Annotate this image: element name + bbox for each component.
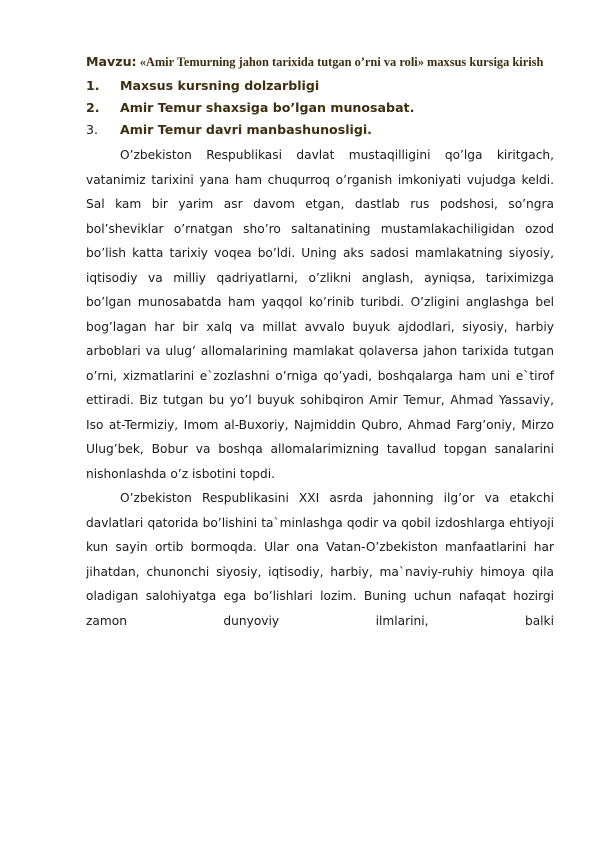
plan-item-number: 2. bbox=[86, 100, 100, 115]
plan-item-text: Amir Temur shaxsiga bo’lgan munosabat. bbox=[120, 100, 415, 115]
plan-item bbox=[86, 75, 554, 97]
lecture-plan-list bbox=[86, 75, 554, 141]
body-paragraph: O’zbekiston Respublikasi davlat mustaqilligini qo’lga kiritgach, vatanimiz tarixini yana ham chuqurroq o’rganish imkoniyati vujudga keldi. Sal kam bir yarim asr davom etgan, dastlab rus podshosi, so’ngra bol’sheviklar o’rnatgan sho’ro saltanatining mustamlakachiligidan ozod bo’lish katta tarixiy voqea bo’ldi. Uning aks sadosi mamlakatning siyosiy, iqtisodiy va milliy qadriyatlarni, o’zlikni anglash, ayniqsa, tariximizga bo’lgan munosabatda ham yaqqol ko’rinib turibdi. O’zligini anglashga bel bog’lagan har bir xalq va millat avvalo buyuk ajdodlari, siyosiy, harbiy arboblari va ulug’ allomalarining mamlakat qolaversa jahon tarixida tutgan o’rni, xizmatlarini e`zozlashni o’rniga qo’yadi, boshqalarga ham uni e`tirof ettiradi. Biz tutgan bu yo’l buyuk sohibqiron Amir Temur, Ahmad Yassaviy, Iso at-Termiziy, Imom al-Buxoriy, Najmiddin Qubro, Ahmad Farg’oniy, Mirzo Ulug’bek, Bobur va boshqa allomalarimizning tavallud topgan sanalarini nishonlashda o’z isbotini topdi. bbox=[86, 148, 554, 481]
body-paragraph: O’zbekiston Respublikasini XXI asrda jahonning ilg’or va etakchi davlatlari qatorida bo’lishini ta`minlashga qodir va qobil izdoshlarga ehtiyoji kun sayin ortib bormoqda. Ular ona Vatan-O’zbekiston manfaatlarini har jihatdan, chunonchi siyosiy, iqtisodiy, harbiy, ma`naviy-ruhiy himoya qila oladigan salohiyatga ega bo’lishlari lozim. Buning uchun nafaqat hozirgi zamon dunyoviy ilmlarini, balki bbox=[86, 491, 554, 628]
plan-item-text: Amir Temur davri manbashunosligi. bbox=[120, 122, 372, 137]
document-content bbox=[86, 52, 554, 633]
topic-title: «Amir Temurning jahon tarixida tutgan o’rni va roli» maxsus kursiga kirish bbox=[139, 55, 544, 69]
plan-item-number: 1. bbox=[86, 78, 100, 93]
topic-heading bbox=[86, 52, 554, 72]
plan-item-number: 3. bbox=[86, 122, 99, 137]
topic-label: Mavzu: bbox=[86, 54, 137, 69]
plan-item-text: Maxsus kursning dolzarbligi bbox=[120, 78, 320, 93]
plan-item bbox=[86, 119, 554, 141]
plan-item bbox=[86, 97, 554, 119]
